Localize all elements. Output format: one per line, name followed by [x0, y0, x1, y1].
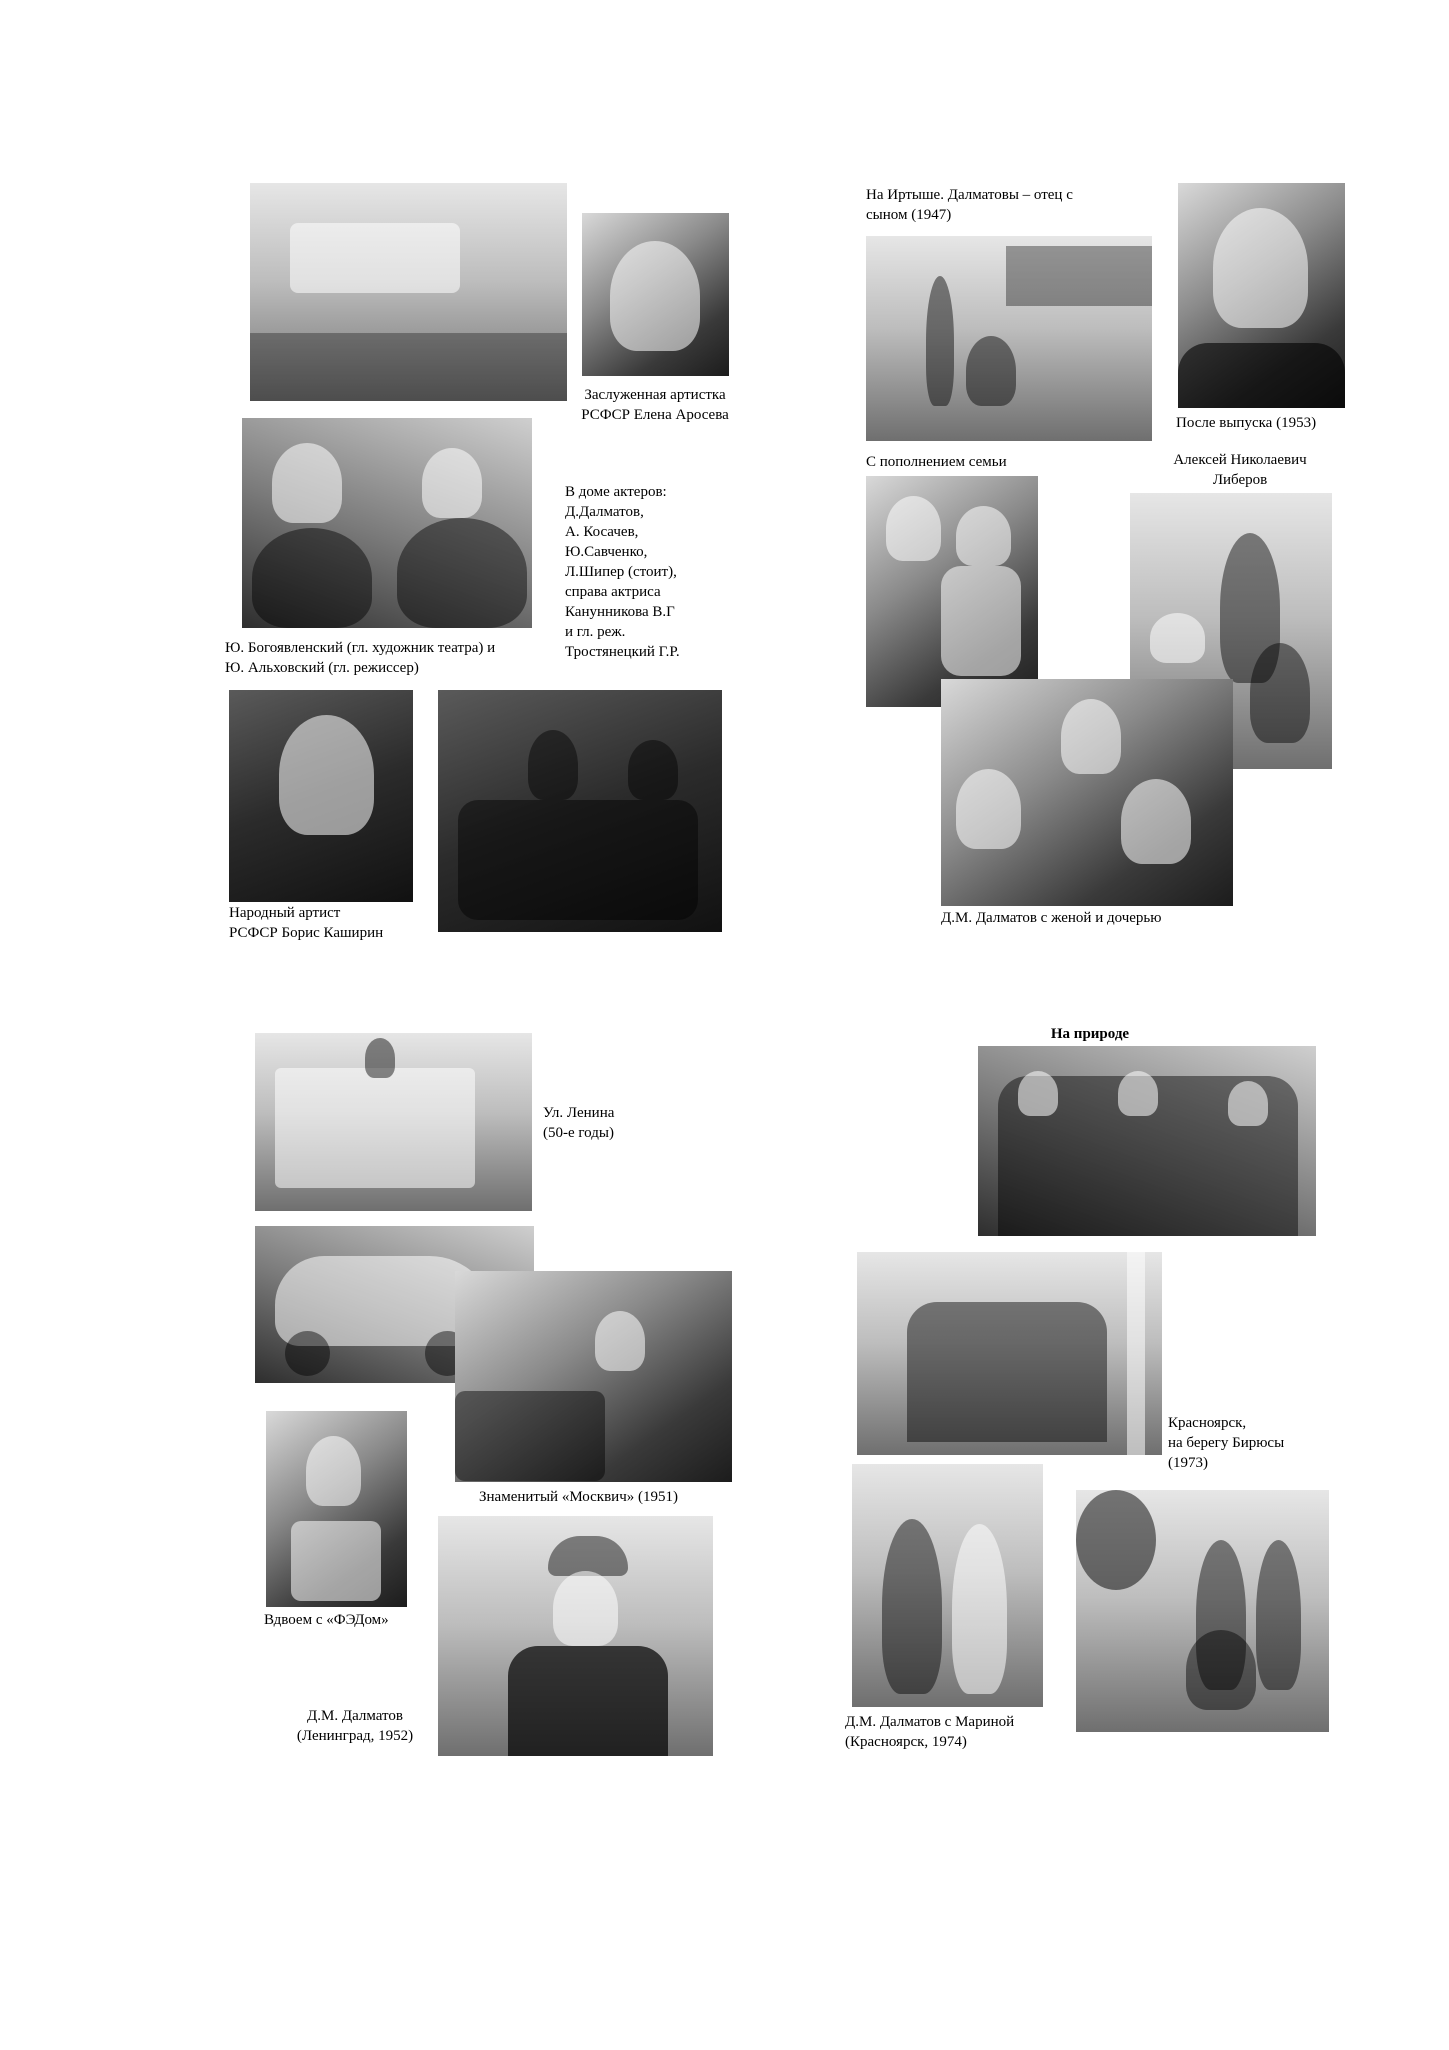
photo-biryusa-group: [857, 1252, 1162, 1455]
caption-actors-house: В доме актеров: Д.Далматов, А. Косачев, Ю.Савченко, Л.Шипер (стоит), справа актриса Канунникова В.Г и гл. реж. Тростянецкий Г.Р.: [565, 484, 680, 660]
photo-theatre-building: [250, 183, 567, 401]
photo-lenina-street: [255, 1033, 532, 1211]
photo-graduation-portrait: [1178, 183, 1345, 408]
photo-marina: [852, 1464, 1043, 1707]
photo-bogoyavlensky-alkhovsky: [242, 418, 532, 628]
photo-moskvich-man: [455, 1271, 732, 1482]
photo-kashirin-portrait: [229, 690, 413, 902]
caption-fezdom: Вдвоем с «ФЭДом»: [264, 1612, 389, 1628]
caption-arosieva: Заслуженная артистка РСФСР Елена Аросева: [581, 387, 729, 423]
photo-leningrad-uniform: [438, 1516, 713, 1756]
photo-nature-group: [978, 1046, 1316, 1236]
photo-forest-group: [1076, 1490, 1329, 1732]
caption-graduation: После выпуска (1953): [1176, 415, 1317, 431]
caption-lenina-street: Ул. Ленина (50-е годы): [543, 1105, 615, 1141]
photo-wife-daughter: [941, 679, 1233, 906]
photo-fezdom: [266, 1411, 407, 1607]
photo-family-addition: [866, 476, 1038, 707]
photo-arosieva-portrait: [582, 213, 729, 376]
caption-family-addition: С пополнением семьи: [866, 454, 1007, 470]
caption-marina: Д.М. Далматов с Мариной (Красноярск, 1974): [845, 1714, 1015, 1750]
caption-moskvich: Знаменитый «Москвич» (1951): [479, 1489, 678, 1505]
caption-bogoyavlensky: Ю. Богоявленский (гл. художник театра) и Ю. Альховский (гл. режиссер): [225, 640, 496, 676]
photo-actors-group: [438, 690, 722, 932]
caption-kashirin: Народный артист РСФСР Борис Каширин: [229, 905, 384, 941]
caption-nature: На природе: [1050, 1026, 1130, 1042]
caption-liberov: Алексей Николаевич Либеров: [1173, 452, 1307, 488]
caption-biryusa: Красноярск, на берегу Бирюсы (1973): [1168, 1415, 1285, 1471]
caption-irtysh: На Иртыше. Далматовы – отец с сыном (1947): [866, 187, 1073, 223]
caption-wife-daughter: Д.М. Далматов с женой и дочерью: [941, 910, 1162, 926]
caption-leningrad: Д.М. Далматов (Ленинград, 1952): [296, 1708, 414, 1744]
photo-irtysh-beach: [866, 236, 1152, 441]
